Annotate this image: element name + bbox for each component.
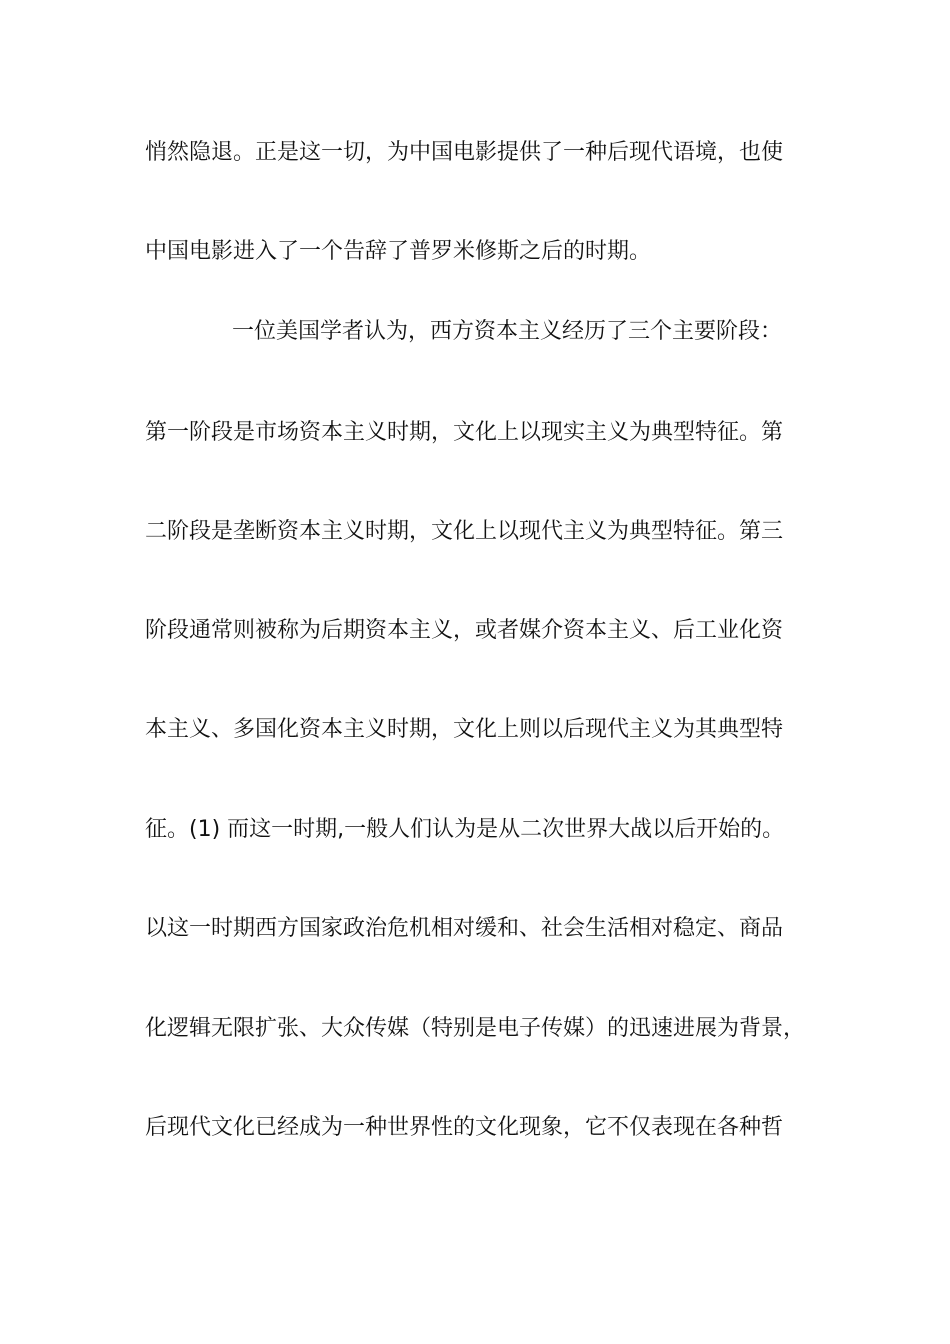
text-line-1: 悄然隐退。正是这一切，为中国电影提供了一种后现代语境，也使 — [145, 140, 784, 165]
text-line-7: 本主义、多国化资本主义时期，文化上则以后现代主义为其典型特 — [145, 717, 784, 742]
text-line-5: 二阶段是垄断资本主义时期，文化上以现代主义为典型特征。第三 — [145, 519, 784, 544]
text-line-4: 第一阶段是市场资本主义时期，文化上以现实主义为典型特征。第 — [145, 420, 784, 445]
text-line-8: 征。(1) 而这一时期,一般人们认为是从二次世界大战以后开始的。 — [145, 817, 785, 842]
text-line-9: 以这一时期西方国家政治危机相对缓和、社会生活相对稳定、商品 — [145, 916, 784, 941]
text-line-11: 后现代文化已经成为一种世界性的文化现象，它不仅表现在各种哲 — [145, 1115, 784, 1140]
text-line-3: 一位美国学者认为，西方资本主义经历了三个主要阶段： — [232, 319, 783, 344]
text-line-6: 阶段通常则被称为后期资本主义，或者媒介资本主义、后工业化资 — [145, 618, 784, 643]
text-line-2: 中国电影进入了一个告辞了普罗米修斯之后的时期。 — [145, 239, 652, 264]
text-line-10: 化逻辑无限扩张、大众传媒（特别是电子传媒）的迅速进展为背景， — [145, 1016, 806, 1041]
